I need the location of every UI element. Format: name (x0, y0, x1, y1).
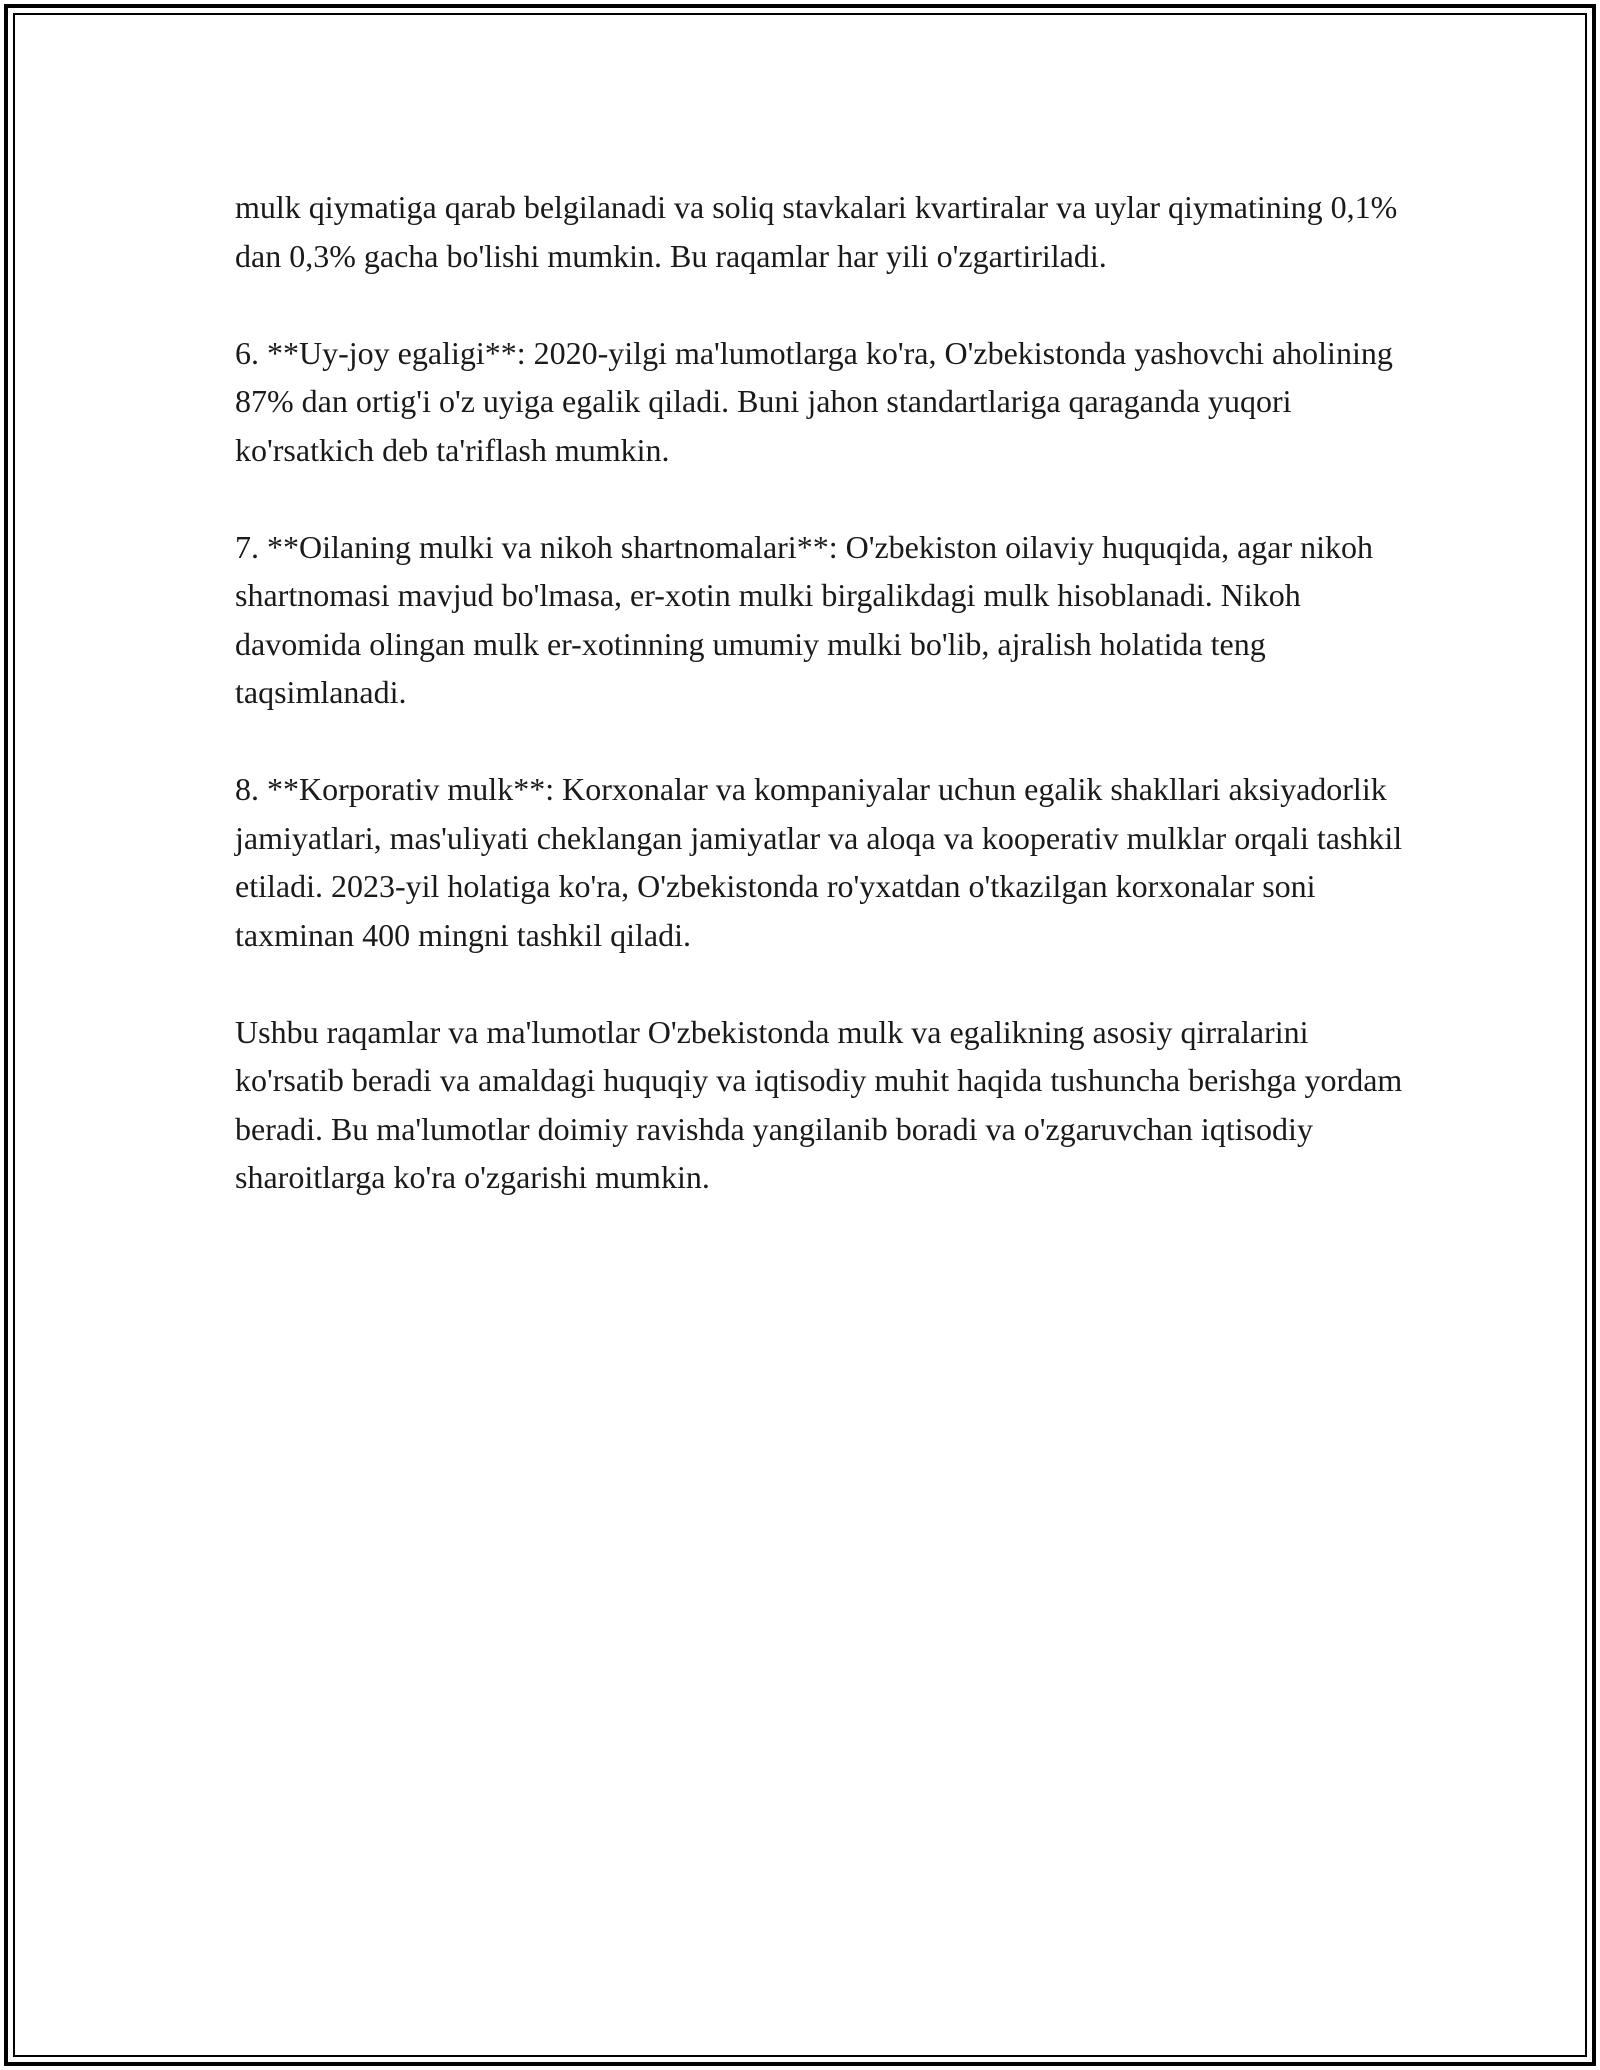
paragraph-property-tax: mulk qiymatiga qarab belgilanadi va soliq stavkalari kvartiralar va uylar qiymatining 0,1% dan 0,3% gacha bo'lishi mumkin. Bu raqamlar har yili o'zgartiriladi. (235, 189, 1398, 274)
paragraph-conclusion: Ushbu raqamlar va ma'lumotlar O'zbekistonda mulk va egalikning asosiy qirralarini ko'rsatib beradi va amaldagi huquqiy va iqtisodiy muhit haqida tushuncha berishga yordam beradi. Bu ma'lumotlar doimiy ravishda yangilanib boradi va o'zgaruvchan iqtisodiy sharoitlarga ko'ra o'zgarishi mumkin. (235, 1013, 1403, 1195)
paragraph-family-property: 7. **Oilaning mulki va nikoh shartnomalari**: O'zbekiston oilaviy huquqida, agar nikoh shartnomasi mavjud bo'lmasa, er-xotin mulki birgalikdagi mulk hisoblanadi. Nikoh davomida olingan mulk er-xotinning umumiy mulki bo'lib, ajralish holatida teng taqsimlanadi. (235, 528, 1374, 710)
paragraph-home-ownership: 6. **Uy-joy egaligi**: 2020-yilgi ma'lumotlarga ko'ra, O'zbekistonda yashovchi aholining 87% dan ortig'i o'z uyiga egalik qiladi. Buni jahon standartlariga qaraganda yuqori ko'rsatkich deb ta'riflash mumkin. (235, 334, 1393, 468)
document-body (235, 183, 1415, 1250)
paragraph-corporate-property: 8. **Korporativ mulk**: Korxonalar va kompaniyalar uchun egalik shakllari aksiyadorlik jamiyatlari, mas'uliyati cheklangan jamiyatlar va aloqa va kooperativ mulklar orqali tashkil etiladi. 2023-yil holatiga ko'ra, O'zbekistonda ro'yxatdan o'tkazilgan korxonalar soni taxminan 400 mingni tashkil qiladi. (235, 771, 1403, 953)
